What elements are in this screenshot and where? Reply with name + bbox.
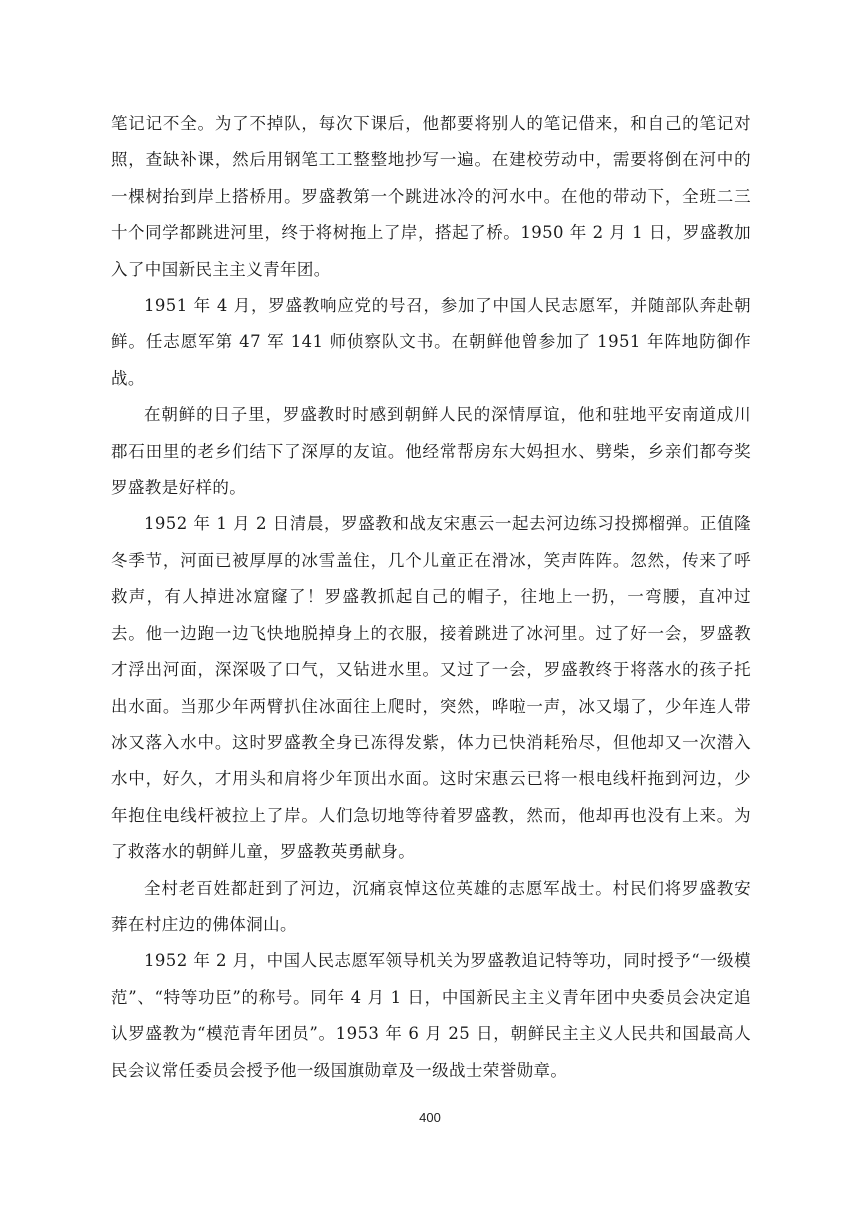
page-number: 400 — [419, 1110, 441, 1125]
paragraph-4: 1952 年 1 月 2 日清晨，罗盛教和战友宋惠云一起去河边练习投掷榴弹。正值隆冬季节，河面已被厚厚的冰雪盖住，几个儿童正在滑冰，笑声阵阵。忽然，传来了呼救声，有人掉进冰窟窿了！罗盛教抓起自己的帽子，往地上一扔，一弯腰，直冲过去。他一边跑一边飞快地脱掉身上的衣服，接着跳进了冰河里。过了好一会，罗盛教才浮出河面，深深吸了口气，又钻进水里。又过了一会，罗盛教终于将落水的孩子托出水面。当那少年两臂扒住冰面往上爬时，突然，哗啦一声，冰又塌了，少年连人带冰又落入水中。这时罗盛教全身已冻得发紫，体力已快消耗殆尽，但他却又一次潜入水中，好久，才用头和肩将少年顶出水面。这时宋惠云已将一根电线杆拖到河边，少年抱住电线杆被拉上了岸。人们急切地等待着罗盛教，然而，他却再也没有上来。为了救落水的朝鲜儿童，罗盛教英勇献身。 — [111, 514, 751, 862]
paragraph-6: 1952 年 2 月，中国人民志愿军领导机关为罗盛教追记特等功，同时授予“一级模范”、“特等功臣”的称号。同年 4 月 1 日，中国新民主主义青年团中央委员会决定追认罗盛教为“模范青年团员”。1953 年 6 月 25 日，朝鲜民主主义人民共和国最高人民会议常任委员会授予他一级国旗勋章及一级战士荣誉勋章。 — [111, 951, 751, 1080]
paragraph-2: 1951 年 4 月，罗盛教响应党的号召，参加了中国人民志愿军，并随部队奔赴朝鲜。任志愿军第 47 军 141 师侦察队文书。在朝鲜他曾参加了 1951 年阵地防御作战。 — [111, 296, 751, 388]
paragraph-1: 笔记记不全。为了不掉队，每次下课后，他都要将别人的笔记借来，和自己的笔记对照，查缺补课，然后用钢笔工工整整地抄写一遍。在建校劳动中，需要将倒在河中的一棵树抬到岸上搭桥用。罗盛教第一个跳进冰冷的河水中。在他的带动下，全班二三十个同学都跳进河里，终于将树拖上了岸，搭起了桥。1950 年 2 月 1 日，罗盛教加入了中国新民主主义青年团。 — [111, 114, 751, 279]
paragraph-5: 全村老百姓都赶到了河边，沉痛哀悼这位英雄的志愿军战士。村民们将罗盛教安葬在村庄边的佛体洞山。 — [111, 878, 751, 934]
document-body — [111, 106, 751, 1089]
paragraph-3: 在朝鲜的日子里，罗盛教时时感到朝鲜人民的深情厚谊，他和驻地平安南道成川郡石田里的老乡们结下了深厚的友谊。他经常帮房东大妈担水、劈柴，乡亲们都夸奖罗盛教是好样的。 — [111, 405, 751, 498]
